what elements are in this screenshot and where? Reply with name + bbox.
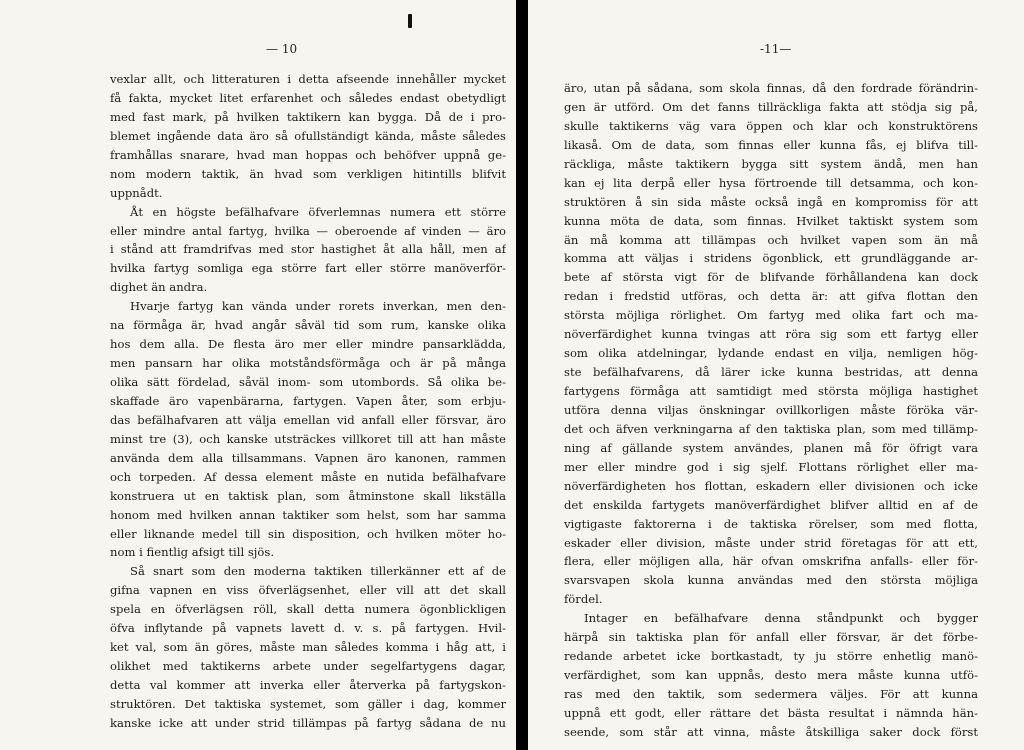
text-line: eller liknande medel till sin disposition, och hvilken möter ho-: [110, 526, 506, 541]
text-line: uppnå ett godt, eller rättare det bästa resultat i nämnda hän-: [564, 705, 978, 720]
text-line: bete af största vigt för de blifvande förhållandena kan dock: [564, 270, 978, 285]
text-line: med fast mark, på hvilken taktikern kan bygga. Då de i pro-: [110, 109, 506, 124]
text-line: struktören. Det taktiska systemet, som gäller i dag, kommer: [110, 696, 506, 711]
text-line: struktören å sin sida måste också ingå en kompromiss för att: [564, 194, 978, 209]
text-line: kanske icke att under strid tillämpas på fartyg sådana de nu: [110, 715, 506, 730]
text-line: das befälhafvaren att välja emellan vid anfall eller försvar, äro: [110, 412, 506, 427]
page-number-right: -11—: [760, 42, 792, 56]
text-line: kan ej lita derpå eller hysa förtroende till detsamma, och kon-: [564, 175, 978, 190]
text-line: största möjliga rörlighet. Om fartyg med olika fart och ma-: [564, 308, 978, 323]
text-line: använda dem alla tillsammans. Vapnen äro kanonen, rammen: [110, 450, 506, 465]
text-line: uppnådt.: [110, 185, 163, 200]
text-line: ras med den taktik, som sedermera väljes. För att kunna: [564, 687, 978, 701]
left-text-block: [110, 70, 506, 733]
text-line: blemet ingående data äro så ofullständigt kända, måste således: [110, 128, 506, 143]
text-line: nom i fientlig afsigt till sjös.: [110, 545, 275, 560]
text-line: flera, eller möjligen alla, här ofvan omskrifna anfalls- eller för-: [564, 554, 978, 569]
text-line: redande arbetet icke bortkastadt, ty ju större enhetlig manö-: [564, 649, 978, 664]
text-line: skaffade äro vapenbärarna, fartygen. Vapen åter, som erbju-: [110, 393, 506, 408]
ink-speck: [408, 14, 412, 28]
text-line: nom modern taktik, än hvad som verkligen hitintills blifvit: [110, 166, 506, 181]
text-line: framhållas snarare, hvad man hoppas och behöfver uppnå ge-: [110, 147, 506, 162]
text-line: och torpeden. Af dessa element måste en nutida befälhafvare: [110, 469, 506, 484]
text-line: Intager en befälhafvare denna ståndpunkt och bygger: [584, 611, 978, 626]
text-line: na förmåga är, hvad angår såväl tid som rum, kanske olika: [110, 318, 506, 333]
text-line: olika sätt fördelad, såväl inom- som utombords. Så olika be-: [110, 375, 506, 389]
right-page: [528, 0, 1024, 750]
text-line: spela en öfverlägsen röll, skall detta numera ögonblickligen: [110, 602, 506, 617]
text-line: ste befälhafvarens, då lärer icke kunna bestridas, att denna: [564, 365, 978, 380]
right-text-block: [564, 79, 978, 742]
text-line: növerfärdighet kunna tvingas att röra sig som ett fartyg eller: [564, 327, 978, 342]
text-line: öfva inflytande på vapnets lavett d. v. s. på fartygen. Hvil-: [110, 621, 506, 636]
text-line: komma att väljas i stridens ögonblick, ett grundläggande ar-: [564, 251, 978, 266]
page-number-left: — 10: [266, 42, 298, 56]
text-line: dighet än andra.: [110, 280, 208, 295]
text-line: vexlar allt, och litteraturen i detta afseende innehåller mycket: [110, 72, 506, 86]
text-line: ning af gällande system användes, planen må för öfrigt vara: [564, 440, 978, 455]
text-line: gen är utförd. Om det fanns tillräckliga fakta att stödja sig på,: [564, 99, 978, 114]
text-line: eskader eller division, måste under strid företagas för att ett,: [564, 535, 978, 550]
text-line: detta val kommer att inverka eller återverka på fartygskon-: [110, 678, 506, 692]
text-line: gifna vapnen en viss öfverlägsenhet, eller vill att det skall: [110, 583, 506, 598]
text-line: Åt en högste befälhafvare öfverlemnas numera ett större: [130, 204, 506, 219]
text-line: få fakta, mycket litet erfarenhet och således endast obetydligt: [110, 90, 506, 105]
text-line: seende, som står att vinna, måste åtskilliga saker dock först: [564, 724, 978, 739]
text-line: mer eller mindre god i sig sjelf. Flottans rörlighet eller ma-: [564, 459, 978, 474]
text-line: fartygens förmåga att samtidigt med största möjliga hastighet: [564, 384, 978, 398]
text-line: redan i fredstid utföras, och detta är: att gifva flottan den: [564, 289, 978, 304]
text-line: hvilka fartyg somliga ega större fart eller större manöverför-: [110, 261, 506, 276]
text-line: fördel.: [564, 592, 603, 607]
text-line: Hvarje fartyg kan vända under rorets inverkan, men den-: [130, 299, 506, 314]
text-line: skulle taktikerns väg vara öppen och klar och konstruktörens: [564, 118, 978, 133]
text-line: likaså. Om de data, som finnas eller kunna fås, ej blifva till-: [564, 137, 978, 152]
text-line: som olika atdelningar, lydande endast en vilja, nemligen hög-: [564, 346, 978, 361]
text-line: räckliga, måste taktikern bygga sitt system ändå, men han: [564, 156, 978, 171]
text-line: verfärdighet, som kan uppnås, desto mera måste kunna utfö-: [564, 668, 978, 683]
text-line: än må komma att tillämpas och hvilket vapen som än må: [564, 232, 978, 247]
text-line: utföra denna viljas önskningar ovillkorligen måste föröka vär-: [564, 402, 978, 417]
text-line: vigtigaste faktorerna i de taktiska rörelser, som med flotta,: [564, 516, 978, 531]
text-line: det och äfven verkningarna af den taktiska plan, som med tillämp-: [564, 421, 978, 436]
text-line: növerfärdigheten hos flottan, eskadern eller divisionen och icke: [564, 478, 978, 493]
text-line: eller mindre antal fartyg, hvilka — oberoende af vinden — äro: [110, 223, 506, 238]
text-line: äro, utan på sådana, som skola finnas, då den fordrade förändrin-: [564, 81, 978, 95]
text-line: honom med hvilken annan taktiker som helst, som har samma: [110, 507, 506, 522]
text-line: olikhet med taktikerns arbete under segelfartygens dagar,: [110, 659, 506, 674]
text-line: Så snart som den moderna taktiken tillerkänner ett af de: [130, 564, 506, 579]
text-line: konstruera ut en taktisk plan, som åtminstone skall likställa: [110, 488, 506, 503]
text-line: kunna möta de data, som finnas. Hvilket taktiskt system som: [564, 213, 978, 228]
text-line: ket val, som än göres, måste man således komma i håg att, i: [110, 640, 506, 655]
text-line: svarsvapen skola kunna användas med den största möjliga: [564, 573, 978, 588]
text-line: hos dem alla. De flesta äro mer eller mindre pansarklädda,: [110, 337, 506, 352]
text-line: i stånd att framdrifvas med stor hastighet åt alla håll, men af: [110, 242, 506, 257]
text-line: härpå sin taktiska plan för anfall eller försvar, är det förbe-: [564, 630, 978, 645]
text-line: men pansarn har olika motståndsförmåga och är på många: [110, 356, 506, 371]
text-line: minst tre (3), och kanske utsträckes villkoret till att han måste: [110, 431, 506, 446]
text-line: det enskilda fartygets manöverfärdighet blifver alltid en af de: [564, 497, 978, 512]
